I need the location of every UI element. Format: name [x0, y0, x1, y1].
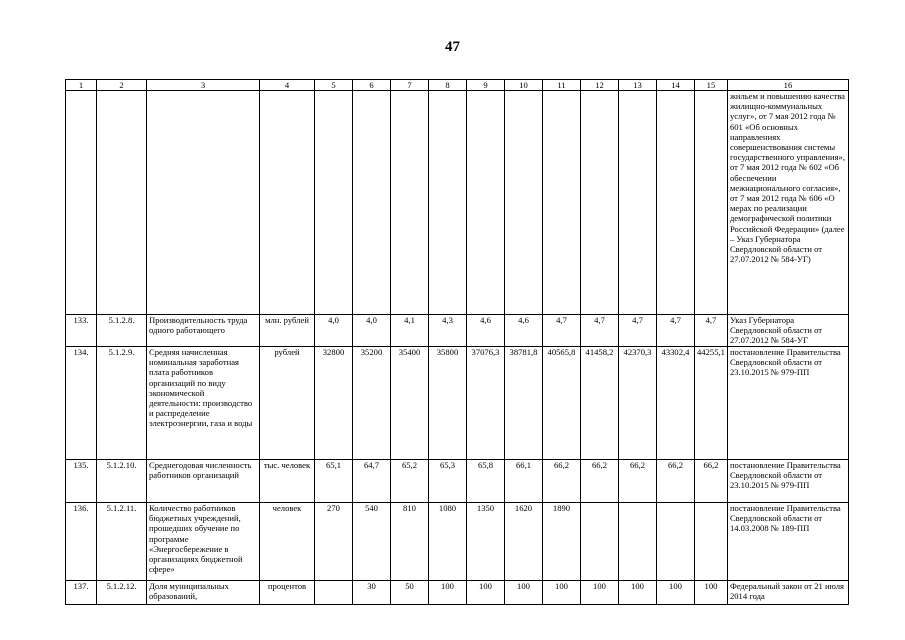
value-cell: 4,7: [581, 315, 619, 347]
value-cell: 64,7: [353, 460, 391, 503]
table-cell: [695, 91, 728, 315]
table-cell: [97, 91, 147, 315]
indicator-name: Количество работников бюджетных учреждений, прошедших обучение по программе «Энергосбережение в организациях бюджетной сфере»: [147, 503, 260, 581]
table-row: [66, 503, 849, 581]
row-code: 5.1.2.9.: [97, 347, 147, 460]
column-header: 8: [429, 80, 467, 91]
table-header-row: [66, 80, 849, 91]
source-cell: жильем и повышению качества жилищно-коммунальных услуг», от 7 мая 2012 года № 601 «Об основных направлениях совершенствования системы государственного управления», от 7 мая 2012 года № 602 «Об обеспечении межнационального согласия», от 7 мая 2012 года № 606 «О мерах по реализации демографической политики Российской Федерации» (далее – Указ Губернатора Свердловской области от 27.07.2012 № 584-УГ): [727, 91, 848, 315]
row-number: 133.: [66, 315, 97, 347]
table-row: [66, 315, 849, 347]
value-cell: 540: [353, 503, 391, 581]
table-cell: [147, 91, 260, 315]
value-cell: 4,1: [391, 315, 429, 347]
table-cell: [66, 91, 97, 315]
value-cell: 4,7: [695, 315, 728, 347]
value-cell: 810: [391, 503, 429, 581]
row-number: 137.: [66, 581, 97, 605]
column-header: 9: [467, 80, 505, 91]
column-header: 6: [353, 80, 391, 91]
value-cell: 4,6: [467, 315, 505, 347]
table-row-continuation: [66, 91, 849, 315]
table-cell: [429, 91, 467, 315]
unit-cell: тыс. человек: [260, 460, 315, 503]
column-header: 4: [260, 80, 315, 91]
page-number: 47: [445, 39, 460, 55]
row-number: 134.: [66, 347, 97, 460]
table-cell: [657, 91, 695, 315]
table-cell: [260, 91, 315, 315]
source-cell: постановление Правительства Свердловской области от 23.10.2015 № 979-ПП: [727, 347, 848, 460]
value-cell: 100: [543, 581, 581, 605]
table-row: [66, 581, 849, 605]
table-cell: [315, 91, 353, 315]
row-code: 5.1.2.11.: [97, 503, 147, 581]
source-cell: постановление Правительства Свердловской области от 23.10.2015 № 979-ПП: [727, 460, 848, 503]
row-code: 5.1.2.10.: [97, 460, 147, 503]
column-header: 11: [543, 80, 581, 91]
value-cell: 270: [315, 503, 353, 581]
value-cell: [695, 503, 728, 581]
unit-cell: рублей: [260, 347, 315, 460]
value-cell: 100: [695, 581, 728, 605]
unit-cell: млн. рублей: [260, 315, 315, 347]
value-cell: 66,2: [581, 460, 619, 503]
table-cell: [505, 91, 543, 315]
indicators-table: [65, 79, 849, 605]
value-cell: 66,2: [619, 460, 657, 503]
value-cell: 66,2: [657, 460, 695, 503]
table-row: [66, 347, 849, 460]
table-cell: [467, 91, 505, 315]
unit-cell: процентов: [260, 581, 315, 605]
value-cell: 35800: [429, 347, 467, 460]
value-cell: 1080: [429, 503, 467, 581]
value-cell: [315, 581, 353, 605]
value-cell: 35400: [391, 347, 429, 460]
value-cell: 65,8: [467, 460, 505, 503]
table-cell: [391, 91, 429, 315]
value-cell: 1890: [543, 503, 581, 581]
value-cell: 32800: [315, 347, 353, 460]
value-cell: [619, 503, 657, 581]
value-cell: 4,7: [657, 315, 695, 347]
table-cell: [353, 91, 391, 315]
value-cell: 4,6: [505, 315, 543, 347]
column-header: 1: [66, 80, 97, 91]
indicator-name: Производительность труда одного работающего: [147, 315, 260, 347]
value-cell: 66,2: [695, 460, 728, 503]
value-cell: 66,1: [505, 460, 543, 503]
indicator-name: Среднегодовая численность работников организаций: [147, 460, 260, 503]
value-cell: 41458,2: [581, 347, 619, 460]
source-cell: Указ Губернатора Свердловской области от 27.07.2012 № 584-УГ: [727, 315, 848, 347]
value-cell: 100: [657, 581, 695, 605]
value-cell: 100: [467, 581, 505, 605]
row-number: 136.: [66, 503, 97, 581]
value-cell: 35200: [353, 347, 391, 460]
column-header: 2: [97, 80, 147, 91]
unit-cell: человек: [260, 503, 315, 581]
table-cell: [619, 91, 657, 315]
row-number: 135.: [66, 460, 97, 503]
value-cell: 4,3: [429, 315, 467, 347]
value-cell: 4,7: [619, 315, 657, 347]
column-header: 13: [619, 80, 657, 91]
value-cell: 1350: [467, 503, 505, 581]
table-row: [66, 460, 849, 503]
value-cell: 65,2: [391, 460, 429, 503]
indicator-name: Средняя начисленная номинальная заработная плата работников организаций по виду экономической деятельности: производство и распределение электроэнергии, газа и воды: [147, 347, 260, 460]
value-cell: 38781,8: [505, 347, 543, 460]
value-cell: 4,0: [353, 315, 391, 347]
value-cell: 37076,3: [467, 347, 505, 460]
value-cell: 65,3: [429, 460, 467, 503]
value-cell: 50: [391, 581, 429, 605]
value-cell: [581, 503, 619, 581]
value-cell: 40565,8: [543, 347, 581, 460]
value-cell: 4,0: [315, 315, 353, 347]
row-code: 5.1.2.8.: [97, 315, 147, 347]
value-cell: 43302,4: [657, 347, 695, 460]
source-cell: Федеральный закон от 21 июля 2014 года: [727, 581, 848, 605]
value-cell: 4,7: [543, 315, 581, 347]
value-cell: 44255,1: [695, 347, 728, 460]
column-header: 5: [315, 80, 353, 91]
column-header: 10: [505, 80, 543, 91]
value-cell: 30: [353, 581, 391, 605]
source-cell: постановление Правительства Свердловской области от 14.03.2008 № 189-ПП: [727, 503, 848, 581]
indicator-name: Доля муниципальных образований,: [147, 581, 260, 605]
value-cell: 1620: [505, 503, 543, 581]
column-header: 7: [391, 80, 429, 91]
value-cell: 100: [429, 581, 467, 605]
row-code: 5.1.2.12.: [97, 581, 147, 605]
column-header: 15: [695, 80, 728, 91]
value-cell: 100: [619, 581, 657, 605]
column-header: 3: [147, 80, 260, 91]
column-header: 14: [657, 80, 695, 91]
column-header: 16: [727, 80, 848, 91]
value-cell: 65,1: [315, 460, 353, 503]
column-header: 12: [581, 80, 619, 91]
table-cell: [581, 91, 619, 315]
value-cell: 66,2: [543, 460, 581, 503]
table-cell: [543, 91, 581, 315]
value-cell: 42370,3: [619, 347, 657, 460]
value-cell: [657, 503, 695, 581]
value-cell: 100: [581, 581, 619, 605]
value-cell: 100: [505, 581, 543, 605]
